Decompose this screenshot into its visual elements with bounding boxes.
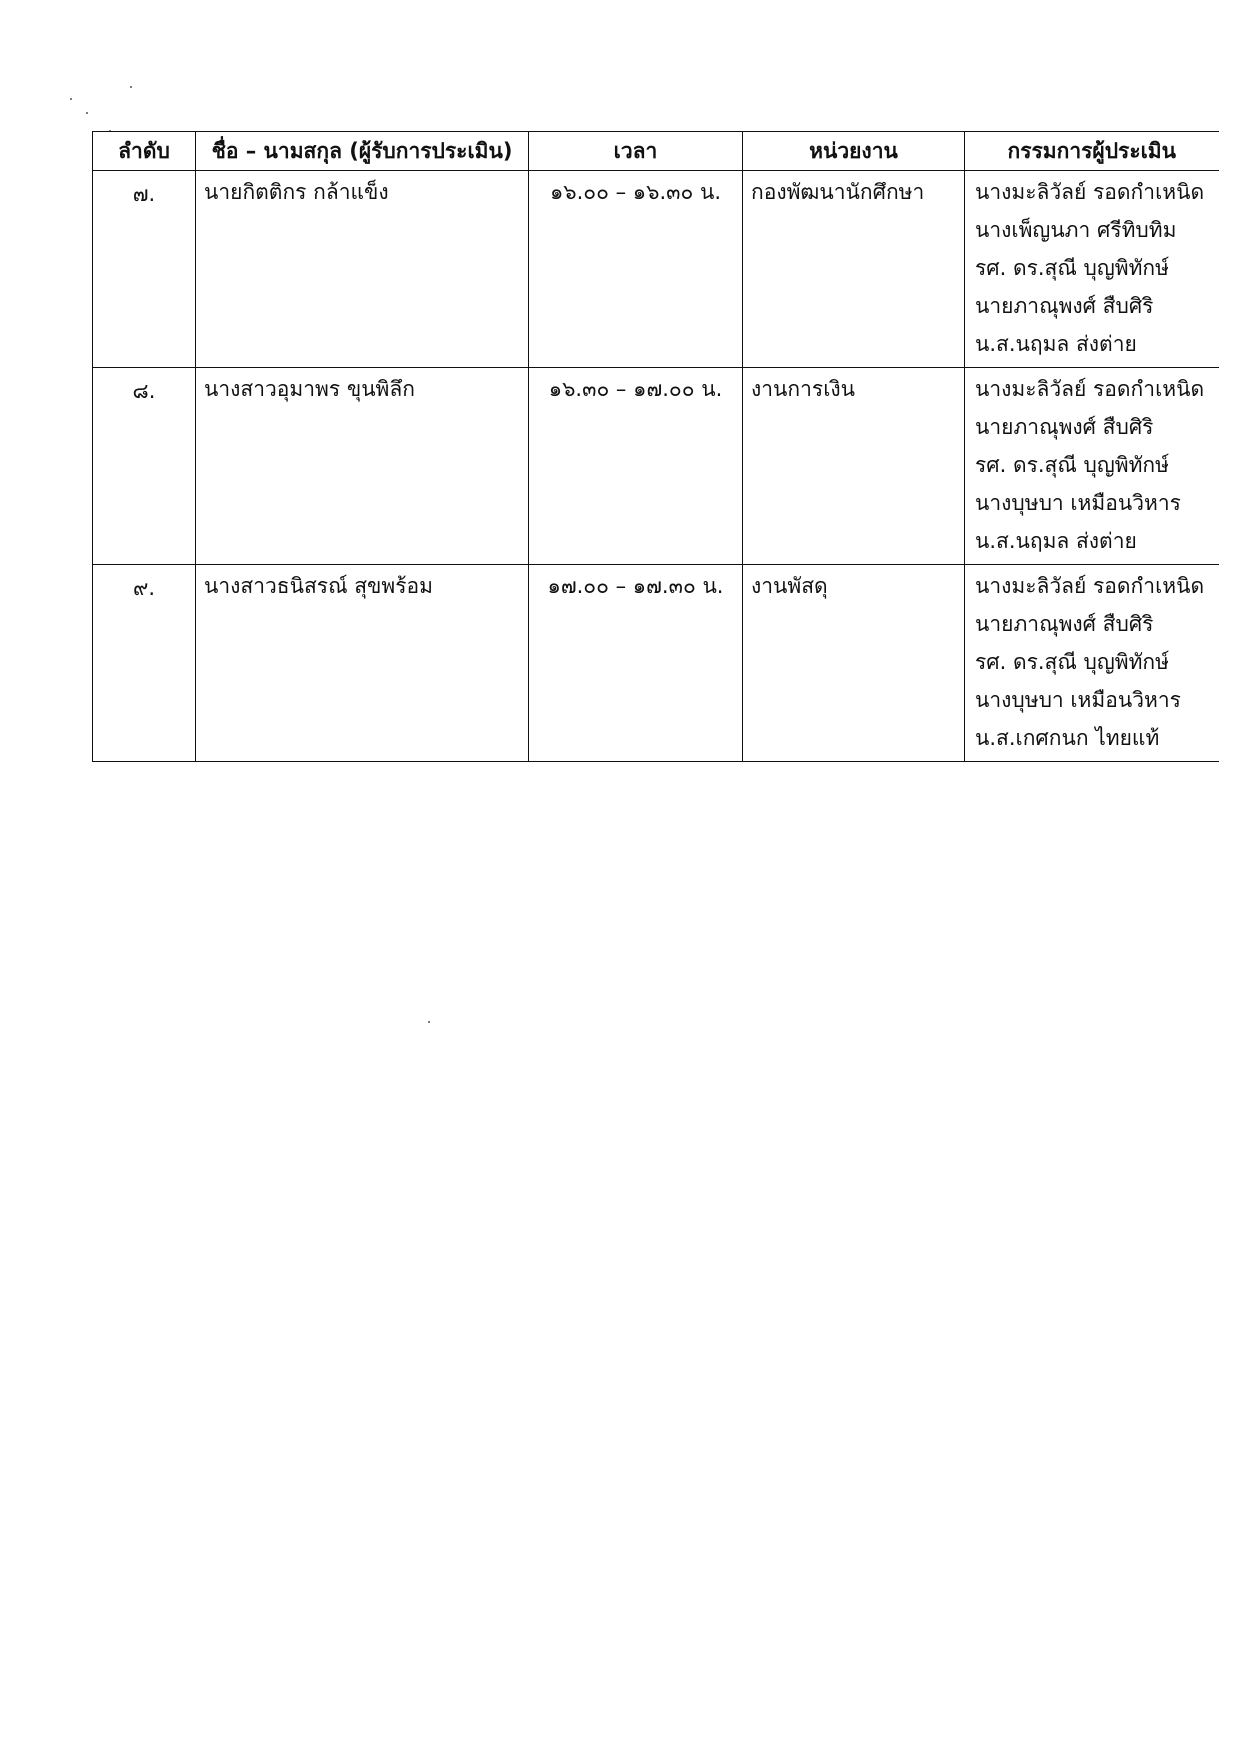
row-evaluatee-name: นางสาวอุมาพร ขุนพิลึก [196,368,529,565]
header-name: ชื่อ – นามสกุล (ผู้รับการประเมิน) [196,132,529,171]
row-committee [965,171,1219,368]
row-evaluatee-name: นางสาวธนิสรณ์ สุขพร้อม [196,565,529,762]
row-seq: ๙. [93,565,196,762]
row-unit: งานพัสดุ [743,565,965,762]
evaluation-table-container [92,131,1218,762]
scan-speck [70,98,72,100]
committee-member: นายภาณุพงศ์ สืบศิริ [975,294,1154,318]
row-unit: งานการเงิน [743,368,965,565]
table-row [93,565,1219,762]
committee-member: นางมะลิวัลย์ รอดกำเหนิด [975,180,1205,204]
committee-member: นางเพ็ญนภา ศรีทิบทิม [975,218,1177,242]
row-time: ๑๖.๐๐ – ๑๖.๓๐ น. [529,171,743,368]
row-seq: ๗. [93,171,196,368]
table-header-row [93,132,1219,171]
row-committee [965,368,1219,565]
committee-list [975,567,1211,757]
row-evaluatee-name: นายกิตติกร กล้าแข็ง [196,171,529,368]
table-row [93,171,1219,368]
committee-list [975,173,1211,363]
committee-member: รศ. ดร.สุณี บุญพิทักษ์ [975,650,1169,674]
committee-member: น.ส.เกศกนก ไทยแท้ [975,726,1160,750]
header-time: เวลา [529,132,743,171]
table-row [93,368,1219,565]
row-time: ๑๖.๓๐ – ๑๗.๐๐ น. [529,368,743,565]
committee-member: นางบุษบา เหมือนวิหาร [975,491,1181,515]
committee-member: รศ. ดร.สุณี บุญพิทักษ์ [975,256,1169,280]
evaluation-schedule-table [92,131,1219,762]
row-committee [965,565,1219,762]
header-committee: กรรมการผู้ประเมิน [965,132,1219,171]
committee-member: นางมะลิวัลย์ รอดกำเหนิด [975,574,1205,598]
committee-member: น.ส.นฤมล ส่งต่าย [975,332,1137,356]
row-seq: ๘. [93,368,196,565]
committee-member: รศ. ดร.สุณี บุญพิทักษ์ [975,453,1169,477]
scan-speck [86,112,88,114]
committee-member: นางบุษบา เหมือนวิหาร [975,688,1181,712]
header-unit: หน่วยงาน [743,132,965,171]
scan-speck [130,86,132,88]
committee-member: นายภาณุพงศ์ สืบศิริ [975,612,1154,636]
committee-member: นายภาณุพงศ์ สืบศิริ [975,415,1154,439]
scan-speck [428,1021,430,1023]
header-seq: ลำดับ [93,132,196,171]
committee-member: น.ส.นฤมล ส่งต่าย [975,529,1137,553]
committee-member: นางมะลิวัลย์ รอดกำเหนิด [975,377,1205,401]
row-unit: กองพัฒนานักศึกษา [743,171,965,368]
row-time: ๑๗.๐๐ – ๑๗.๓๐ น. [529,565,743,762]
committee-list [975,370,1211,560]
